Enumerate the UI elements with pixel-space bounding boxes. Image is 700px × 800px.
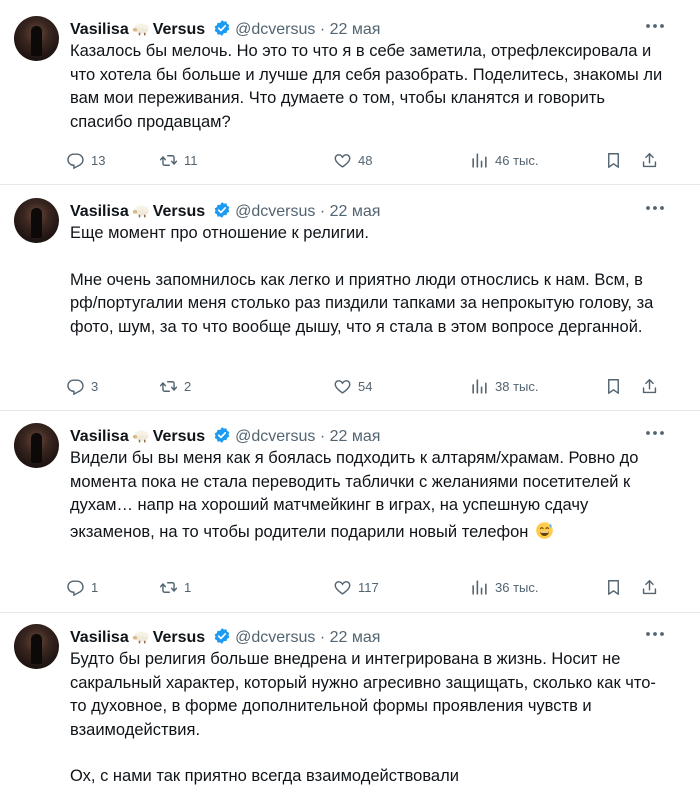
bookmark-button[interactable] — [604, 374, 623, 398]
tweet-paragraph: Мне очень запомнилось как легко и приятно люди относлись к нам. Всм, в рф/португалии меня столько раз пиздили тапками за непрокытую голову, за фото, шум, за то что вообще дышу, что я стала в этом вопросе дерганной. — [70, 270, 654, 336]
tweet-paragraph: Еще момент про отношение к религии. — [70, 224, 369, 242]
author-handle[interactable]: @dcversus — [235, 428, 316, 445]
retweet-button[interactable] — [159, 148, 198, 172]
separator-dot: · — [319, 629, 326, 646]
share-button[interactable] — [640, 148, 659, 172]
reply-icon — [66, 377, 85, 396]
tweet-header — [70, 624, 380, 648]
views-button[interactable] — [470, 148, 538, 172]
divider — [0, 612, 700, 613]
reply-icon — [66, 151, 85, 170]
retweet-count: 11 — [184, 152, 198, 168]
more-options-icon[interactable] — [644, 18, 666, 34]
author-name[interactable]: Vasilisa — [70, 428, 129, 445]
sheep-emoji — [132, 630, 150, 644]
more-options-icon[interactable] — [644, 626, 666, 642]
tweet-date[interactable]: 22 мая — [329, 629, 381, 646]
author-name[interactable]: Vasilisa — [70, 629, 129, 646]
share-icon — [640, 151, 659, 170]
more-options-icon[interactable] — [644, 425, 666, 441]
sheep-emoji — [132, 204, 150, 218]
verified-badge-icon — [213, 201, 231, 219]
tweet-date[interactable]: 22 мая — [329, 21, 381, 38]
tweet-paragraph: Будто бы религия больше внедрена и интегрирована в жизнь. Носит не сакральный характер, который нужно агресивно защищать, сколько как что-то духовное, в форме дополнительной формы проявления чувств и взаимодействия. — [70, 650, 656, 739]
tweet-actions — [66, 148, 666, 172]
reply-count: 1 — [91, 579, 99, 595]
verified-badge-icon — [213, 19, 231, 37]
tweet-header — [70, 423, 380, 447]
retweet-count: 1 — [184, 579, 192, 595]
verified-badge-icon — [213, 426, 231, 444]
author-handle[interactable]: @dcversus — [235, 21, 316, 38]
separator-dot: · — [319, 428, 326, 445]
like-count: 117 — [358, 579, 379, 595]
tweet-actions — [66, 575, 666, 599]
tweet-date[interactable]: 22 мая — [329, 428, 381, 445]
author-handle[interactable]: @dcversus — [235, 629, 316, 646]
views-icon — [470, 578, 489, 597]
author-name-suffix[interactable]: Versus — [152, 629, 206, 646]
avatar[interactable] — [14, 198, 59, 243]
retweet-icon — [159, 578, 178, 597]
bookmark-button[interactable] — [604, 575, 623, 599]
author-name[interactable]: Vasilisa — [70, 21, 129, 38]
bookmark-icon — [604, 578, 623, 597]
tweet-header — [70, 16, 380, 40]
reply-button[interactable] — [66, 148, 105, 172]
retweet-button[interactable] — [159, 374, 191, 398]
reply-button[interactable] — [66, 575, 98, 599]
reply-button[interactable] — [66, 374, 98, 398]
author-name[interactable]: Vasilisa — [70, 203, 129, 220]
tweet-paragraph: Казалось бы мелочь. Но это то что я в себе заметила, отрефлексировала и что хотела бы больше и лучше для себя разобрать. Поделитесь, знакомы ли вам мои переживания. Что думаете о том, чтобы кланятся и говорить спасибо продавцам? — [70, 42, 663, 131]
like-count: 48 — [358, 152, 373, 168]
share-icon — [640, 377, 659, 396]
retweet-count: 2 — [184, 378, 192, 394]
tweet-text — [70, 447, 670, 544]
view-count: 46 тыс. — [495, 152, 539, 168]
share-button[interactable] — [640, 575, 659, 599]
author-name-suffix[interactable]: Versus — [152, 21, 206, 38]
like-icon — [333, 151, 352, 170]
view-count: 38 тыс. — [495, 378, 539, 394]
tweet-paragraph: Ох, с нами так приятно всегда взаимодействовали — [70, 767, 459, 785]
divider — [0, 410, 700, 411]
like-button[interactable] — [333, 148, 372, 172]
tweet-text — [70, 222, 670, 339]
author-name-suffix[interactable]: Versus — [152, 203, 206, 220]
like-button[interactable] — [333, 575, 379, 599]
sheep-emoji — [132, 22, 150, 36]
tweet-paragraph — [70, 447, 670, 544]
retweet-icon — [159, 151, 178, 170]
separator-dot: · — [319, 203, 326, 220]
like-icon — [333, 578, 352, 597]
grinning-sweat-emoji — [535, 521, 554, 540]
retweet-icon — [159, 377, 178, 396]
reply-count: 13 — [91, 152, 106, 168]
divider — [0, 184, 700, 185]
share-icon — [640, 578, 659, 597]
views-icon — [470, 377, 489, 396]
tweet-text — [70, 40, 670, 134]
avatar[interactable] — [14, 16, 59, 61]
sheep-emoji — [132, 429, 150, 443]
bookmark-icon — [604, 151, 623, 170]
view-count: 36 тыс. — [495, 579, 539, 595]
reply-count: 3 — [91, 378, 99, 394]
views-button[interactable] — [470, 374, 538, 398]
avatar[interactable] — [14, 624, 59, 669]
tweet-text — [70, 648, 670, 789]
author-name-suffix[interactable]: Versus — [152, 428, 206, 445]
tweet-date[interactable]: 22 мая — [329, 203, 381, 220]
share-button[interactable] — [640, 374, 659, 398]
avatar[interactable] — [14, 423, 59, 468]
more-options-icon[interactable] — [644, 200, 666, 216]
tweet-paragraph-text: Видели бы вы меня как я боялась подходить к алтарям/храмам. Ровно до момента пока не стала переводить таблички с желаниями посетителей к духам… напр на хороший матчмейкинг в играх, на успешную сдачу экзаменов, на то чтобы родители подарили новый телефон — [70, 449, 639, 541]
like-icon — [333, 377, 352, 396]
like-button[interactable] — [333, 374, 372, 398]
tweet-actions — [66, 374, 666, 398]
separator-dot: · — [319, 21, 326, 38]
reply-icon — [66, 578, 85, 597]
author-handle[interactable]: @dcversus — [235, 203, 316, 220]
bookmark-icon — [604, 377, 623, 396]
retweet-button[interactable] — [159, 575, 191, 599]
verified-badge-icon — [213, 627, 231, 645]
like-count: 54 — [358, 378, 373, 394]
views-icon — [470, 151, 489, 170]
bookmark-button[interactable] — [604, 148, 623, 172]
tweet-header — [70, 198, 380, 222]
views-button[interactable] — [470, 575, 538, 599]
